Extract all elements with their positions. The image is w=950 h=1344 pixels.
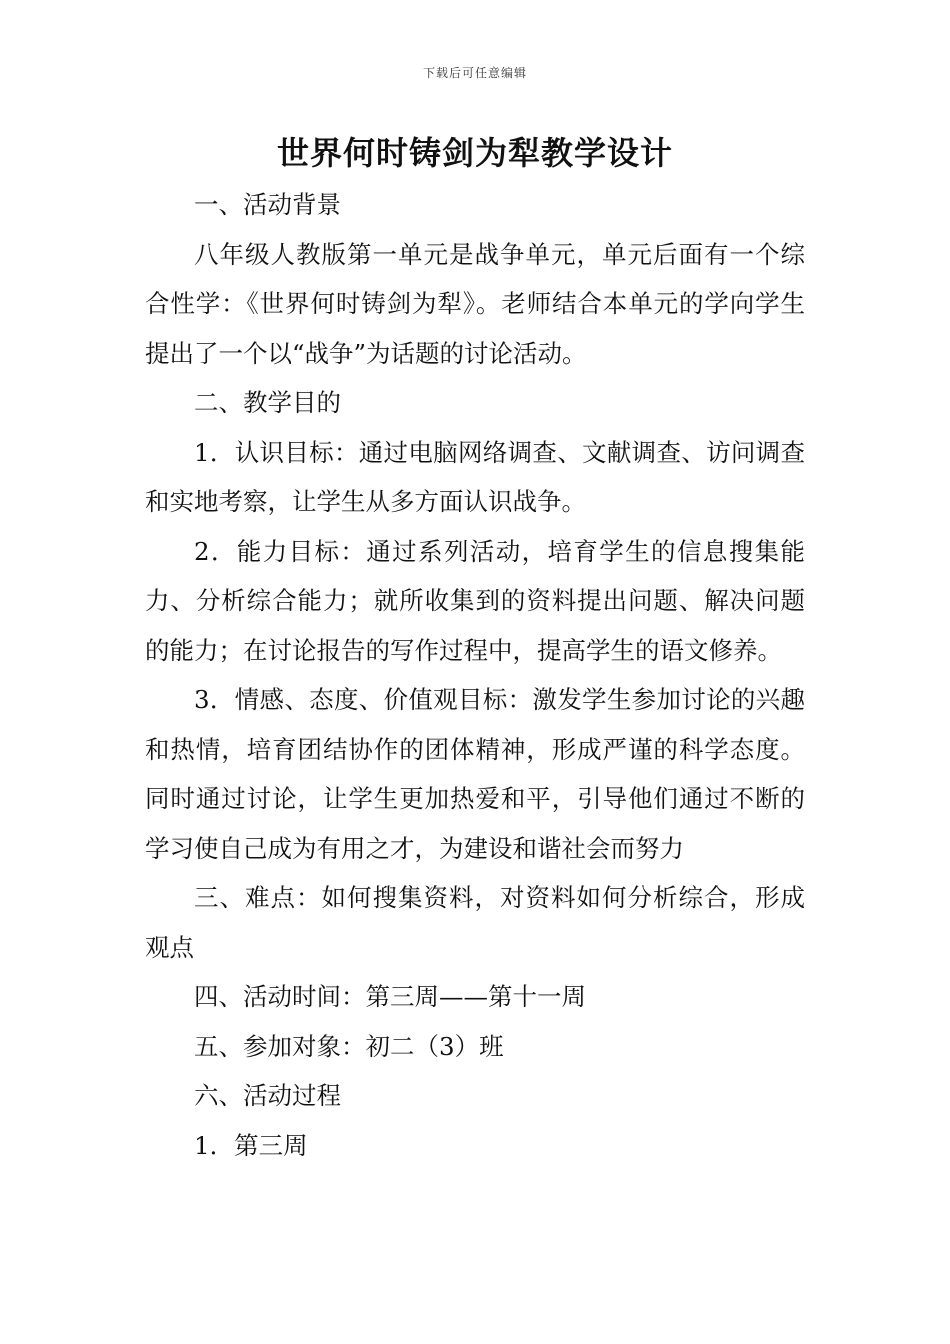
section-activity-time: 四、活动时间：第三周——第十一周: [194, 982, 586, 1011]
section-participants: 五、参加对象：初二（3）班: [194, 1031, 504, 1061]
header-note: 下载后可任意编辑: [422, 66, 527, 80]
background-paragraph: 八年级人教版第一单元是战争单元，单元后面有一个综合性学：《世界何时铸剑为犁》。老师结合本单元的学向学生提出了一个以“战争”为话题的讨论活动。: [145, 239, 805, 368]
section-difficulty: 三、难点：如何搜集资料，对资料如何分析综合，形成观点: [145, 883, 805, 962]
objective-attitude: 3．情感、态度、价值观目标：激发学生参加讨论的兴趣和热情，培育团结协作的团体精神，形成严谨的科学态度。同时通过讨论，让学生更加热爱和平，引导他们通过不断的学习使自己成为有用之才，为建设和谐社会而努力: [145, 685, 805, 863]
section-heading-process: 六、活动过程: [194, 1081, 341, 1110]
section-heading-objectives: 二、教学目的: [194, 388, 341, 417]
section-heading-background: 一、活动背景: [194, 190, 341, 219]
process-week-three: 1．第三周: [194, 1130, 308, 1160]
objective-ability: 2．能力目标：通过系列活动，培育学生的信息搜集能力、分析综合能力；就所收集到的资料提出问题、解决问题的能力；在讨论报告的写作过程中，提高学生的语文修养。: [145, 536, 805, 665]
document-body: [145, 180, 805, 1170]
document-title: 世界何时铸剑为犁教学设计: [276, 134, 673, 172]
objective-cognitive: 1．认识目标：通过电脑网络调查、文献调查、访问调查和实地考察，让学生从多方面认识战争。: [145, 437, 805, 516]
